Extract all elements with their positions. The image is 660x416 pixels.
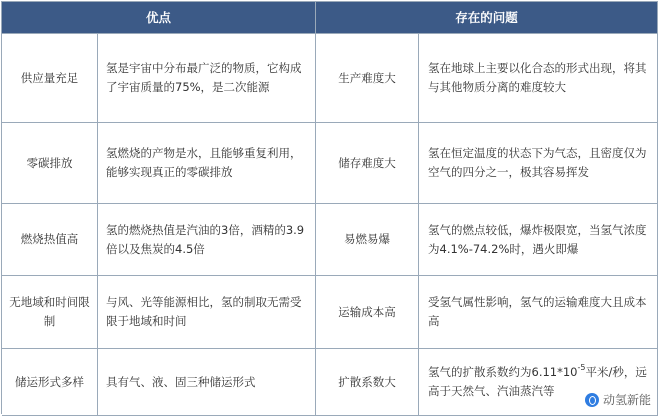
table-row	[2, 123, 658, 204]
table-header-row	[2, 2, 658, 34]
pro-description: 氢是宇宙中分布最广泛的物质，它构成了宇宙质量的75%，是二次能源	[98, 34, 316, 123]
source-watermark	[583, 390, 654, 409]
con-description: 氢在恒定温度的状态下为气态，且密度仅为空气的四分之一，极其容易挥发	[419, 123, 658, 204]
pro-description: 具有气、液、固三种储运形式	[98, 349, 316, 416]
con-title: 储存难度大	[316, 123, 419, 204]
pro-title: 燃烧热值高	[2, 204, 98, 276]
header-cons: 存在的问题	[316, 2, 658, 34]
table-row	[2, 34, 658, 123]
con-title: 易燃易爆	[316, 204, 419, 276]
pro-title: 无地域和时间限制	[2, 276, 98, 349]
con-description: 氢气的燃点较低，爆炸极限宽，当氢气浓度为4.1%-74.2%时，遇火即爆	[419, 204, 658, 276]
watermark-text: 动氢新能	[602, 393, 651, 407]
con-description: 受氢气属性影响，氢气的运输难度大且成本高	[419, 276, 658, 349]
wechat-logo-icon	[585, 393, 599, 407]
pro-title: 零碳排放	[2, 123, 98, 204]
con-description-text-cont: 平米/秒，远高于天然气、汽油蒸汽等	[428, 365, 647, 398]
pro-description: 氢燃烧的产物是水，且能够重复利用，能够实现真正的零碳排放	[98, 123, 316, 204]
exponent: -5	[577, 363, 586, 373]
pro-description: 与风、光等能源相比，氢的制取无需受限于地域和时间	[98, 276, 316, 349]
table-row	[2, 349, 658, 416]
con-title: 生产难度大	[316, 34, 419, 123]
table-row	[2, 204, 658, 276]
pro-title: 供应量充足	[2, 34, 98, 123]
pro-title: 储运形式多样	[2, 349, 98, 416]
con-title: 运输成本高	[316, 276, 419, 349]
con-description: 氢在地球上主要以化合态的形式出现，将其与其他物质分离的难度较大	[419, 34, 658, 123]
con-title: 扩散系数大	[316, 349, 419, 416]
table-row	[2, 276, 658, 349]
con-description-text: 氢气的扩散系数约为6.11*10	[428, 365, 578, 379]
header-pros: 优点	[2, 2, 316, 34]
pro-description: 氢的燃烧热值是汽油的3倍，酒精的3.9倍以及焦炭的4.5倍	[98, 204, 316, 276]
hydrogen-pros-cons-table	[1, 1, 658, 414]
